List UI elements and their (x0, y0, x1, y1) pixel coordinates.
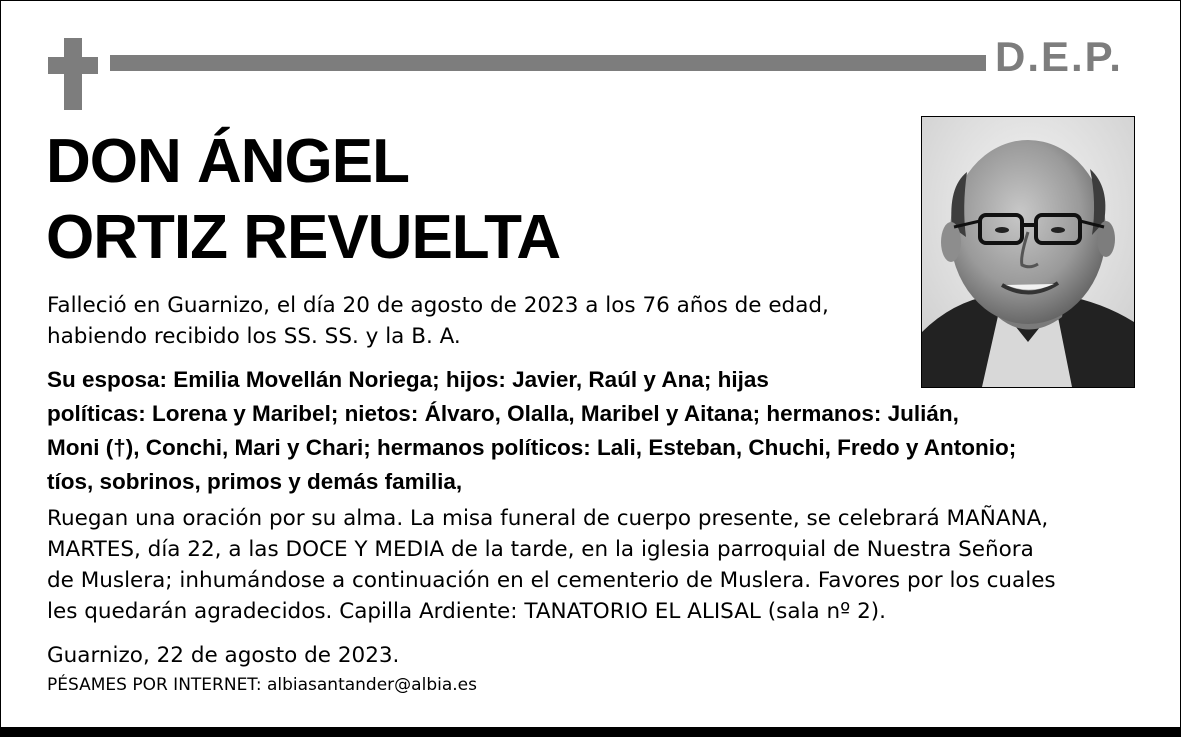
place-date: Guarnizo, 22 de agosto de 2023. (47, 643, 400, 668)
funeral-details (47, 503, 1056, 627)
portrait-photo (921, 116, 1135, 388)
family-line: tíos, sobrinos, primos y demás familia, (47, 469, 463, 494)
family-list (47, 363, 1016, 499)
death-notice-line: habiendo recibido los SS. SS. y la B. A. (47, 324, 461, 349)
family-line: Su esposa: Emilia Movellán Noriega; hijos: Javier, Raúl y Ana; hijas (47, 367, 769, 392)
funeral-line: Ruegan una oración por su alma. La misa funeral de cuerpo presente, se celebrará MAÑANA, (47, 506, 1049, 531)
family-line: políticas: Lorena y Maribel; nietos: Álvaro, Olalla, Maribel y Aitana; hermanos: Julián, (47, 401, 959, 426)
death-notice-line: Falleció en Guarnizo, el día 20 de agosto de 2023 a los 76 años de edad, (47, 293, 829, 318)
funeral-line: de Muslera; inhumándose a continuación en el cementerio de Muslera. Favores por los cuales (47, 568, 1056, 593)
family-line: Moni (†), Conchi, Mari y Chari; hermanos políticos: Lali, Esteban, Chuchi, Fredo y Antonio; (47, 435, 1017, 460)
funeral-line: MARTES, día 22, a las DOCE Y MEDIA de la tarde, en la iglesia parroquial de Nuestra Señora (47, 537, 1034, 562)
deceased-name (46, 124, 560, 276)
bottom-bar (0, 727, 1181, 737)
header-rule (110, 55, 986, 71)
condolences-line: PÉSAMES POR INTERNET: albiasantander@albia.es (47, 675, 477, 695)
death-notice (47, 290, 829, 352)
cross-icon (48, 38, 98, 110)
name-line-1: DON ÁNGEL (46, 127, 409, 196)
funeral-line: les quedarán agradecidos. Capilla Ardiente: TANATORIO EL ALISAL (sala nº 2). (47, 599, 886, 624)
name-line-2: ORTIZ REVUELTA (46, 203, 561, 272)
dep-label: D.E.P. (995, 33, 1123, 80)
